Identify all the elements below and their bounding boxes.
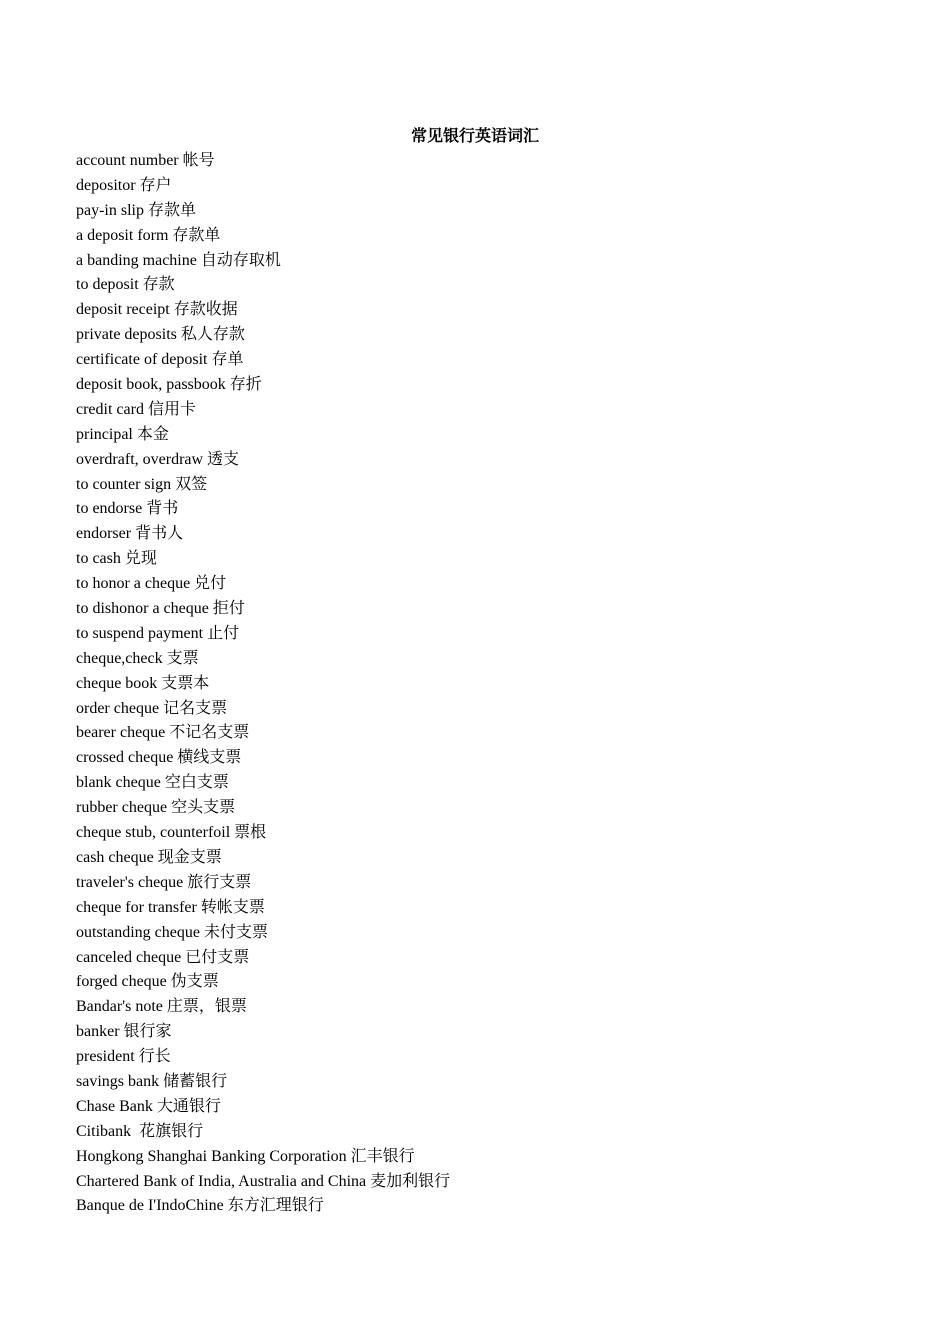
vocabulary-entry: president 行长 [76, 1048, 171, 1066]
page-title: 常见银行英语词汇 [410, 128, 539, 145]
vocabulary-entry: crossed cheque 横线支票 [76, 749, 242, 767]
vocabulary-entry: overdraft, overdraw 透支 [76, 450, 240, 468]
vocabulary-entry: depositor 存户 [76, 176, 172, 194]
vocabulary-entry: canceled cheque 已付支票 [76, 948, 250, 966]
vocabulary-entry: a banding machine 自动存取机 [76, 251, 281, 269]
vocabulary-entry: to dishonor a cheque 拒付 [76, 600, 245, 618]
vocabulary-entry: Chase Bank 大通银行 [76, 1097, 221, 1115]
vocabulary-entry: Chartered Bank of India, Australia and China 麦加利银行 [76, 1172, 451, 1190]
vocabulary-entry: savings bank 储蓄银行 [76, 1072, 228, 1090]
vocabulary-entry: endorser 背书人 [76, 525, 184, 543]
vocabulary-entry: to suspend payment 止付 [76, 624, 240, 642]
vocabulary-entry: Citibank 花旗银行 [76, 1122, 204, 1140]
vocabulary-entry: private deposits 私人存款 [76, 326, 245, 344]
vocabulary-entry: cheque book 支票本 [76, 674, 210, 692]
vocabulary-entry: deposit book, passbook 存折 [76, 376, 262, 394]
vocabulary-entry: bearer cheque 不记名支票 [76, 724, 250, 742]
vocabulary-entry: cheque stub, counterfoil 票根 [76, 824, 267, 842]
vocabulary-entry: to endorse 背书 [76, 500, 179, 518]
vocabulary-entry: Hongkong Shanghai Banking Corporation 汇丰银行 [76, 1147, 415, 1165]
vocabulary-entry: cheque,check 支票 [76, 649, 199, 667]
vocabulary-entry: forged cheque 伪支票 [76, 973, 219, 991]
vocabulary-entry: traveler's cheque 旅行支票 [76, 873, 252, 891]
vocabulary-entry: deposit receipt 存款收据 [76, 301, 238, 319]
vocabulary-entry: cheque for transfer 转帐支票 [76, 898, 265, 916]
vocabulary-entry: Bandar's note 庄票，银票 [76, 998, 247, 1016]
vocabulary-entry: cash cheque 现金支票 [76, 848, 222, 866]
vocabulary-entry: to deposit 存款 [76, 276, 175, 294]
vocabulary-entry: order cheque 记名支票 [76, 699, 228, 717]
vocabulary-entry: rubber cheque 空头支票 [76, 799, 236, 817]
vocabulary-entry: account number 帐号 [76, 152, 215, 169]
vocabulary-entry: Banque de I'IndoChine 东方汇理银行 [76, 1197, 324, 1215]
vocabulary-entry: outstanding cheque 未付支票 [76, 923, 268, 941]
vocabulary-entry: to counter sign 双签 [76, 475, 208, 493]
vocabulary-entry: blank cheque 空白支票 [76, 774, 229, 792]
vocabulary-entry: banker 银行家 [76, 1023, 172, 1041]
vocabulary-entry: to honor a cheque 兑付 [76, 575, 227, 593]
vocabulary-entry: a deposit form 存款单 [76, 226, 221, 244]
vocabulary-entry: pay-in slip 存款单 [76, 201, 196, 219]
vocabulary-entry: certificate of deposit 存单 [76, 351, 244, 369]
vocabulary-entry: principal 本金 [76, 425, 169, 443]
vocabulary-entry: to cash 兑现 [76, 550, 157, 568]
vocabulary-entry: credit card 信用卡 [76, 400, 196, 418]
vocabulary-list [76, 149, 876, 1219]
